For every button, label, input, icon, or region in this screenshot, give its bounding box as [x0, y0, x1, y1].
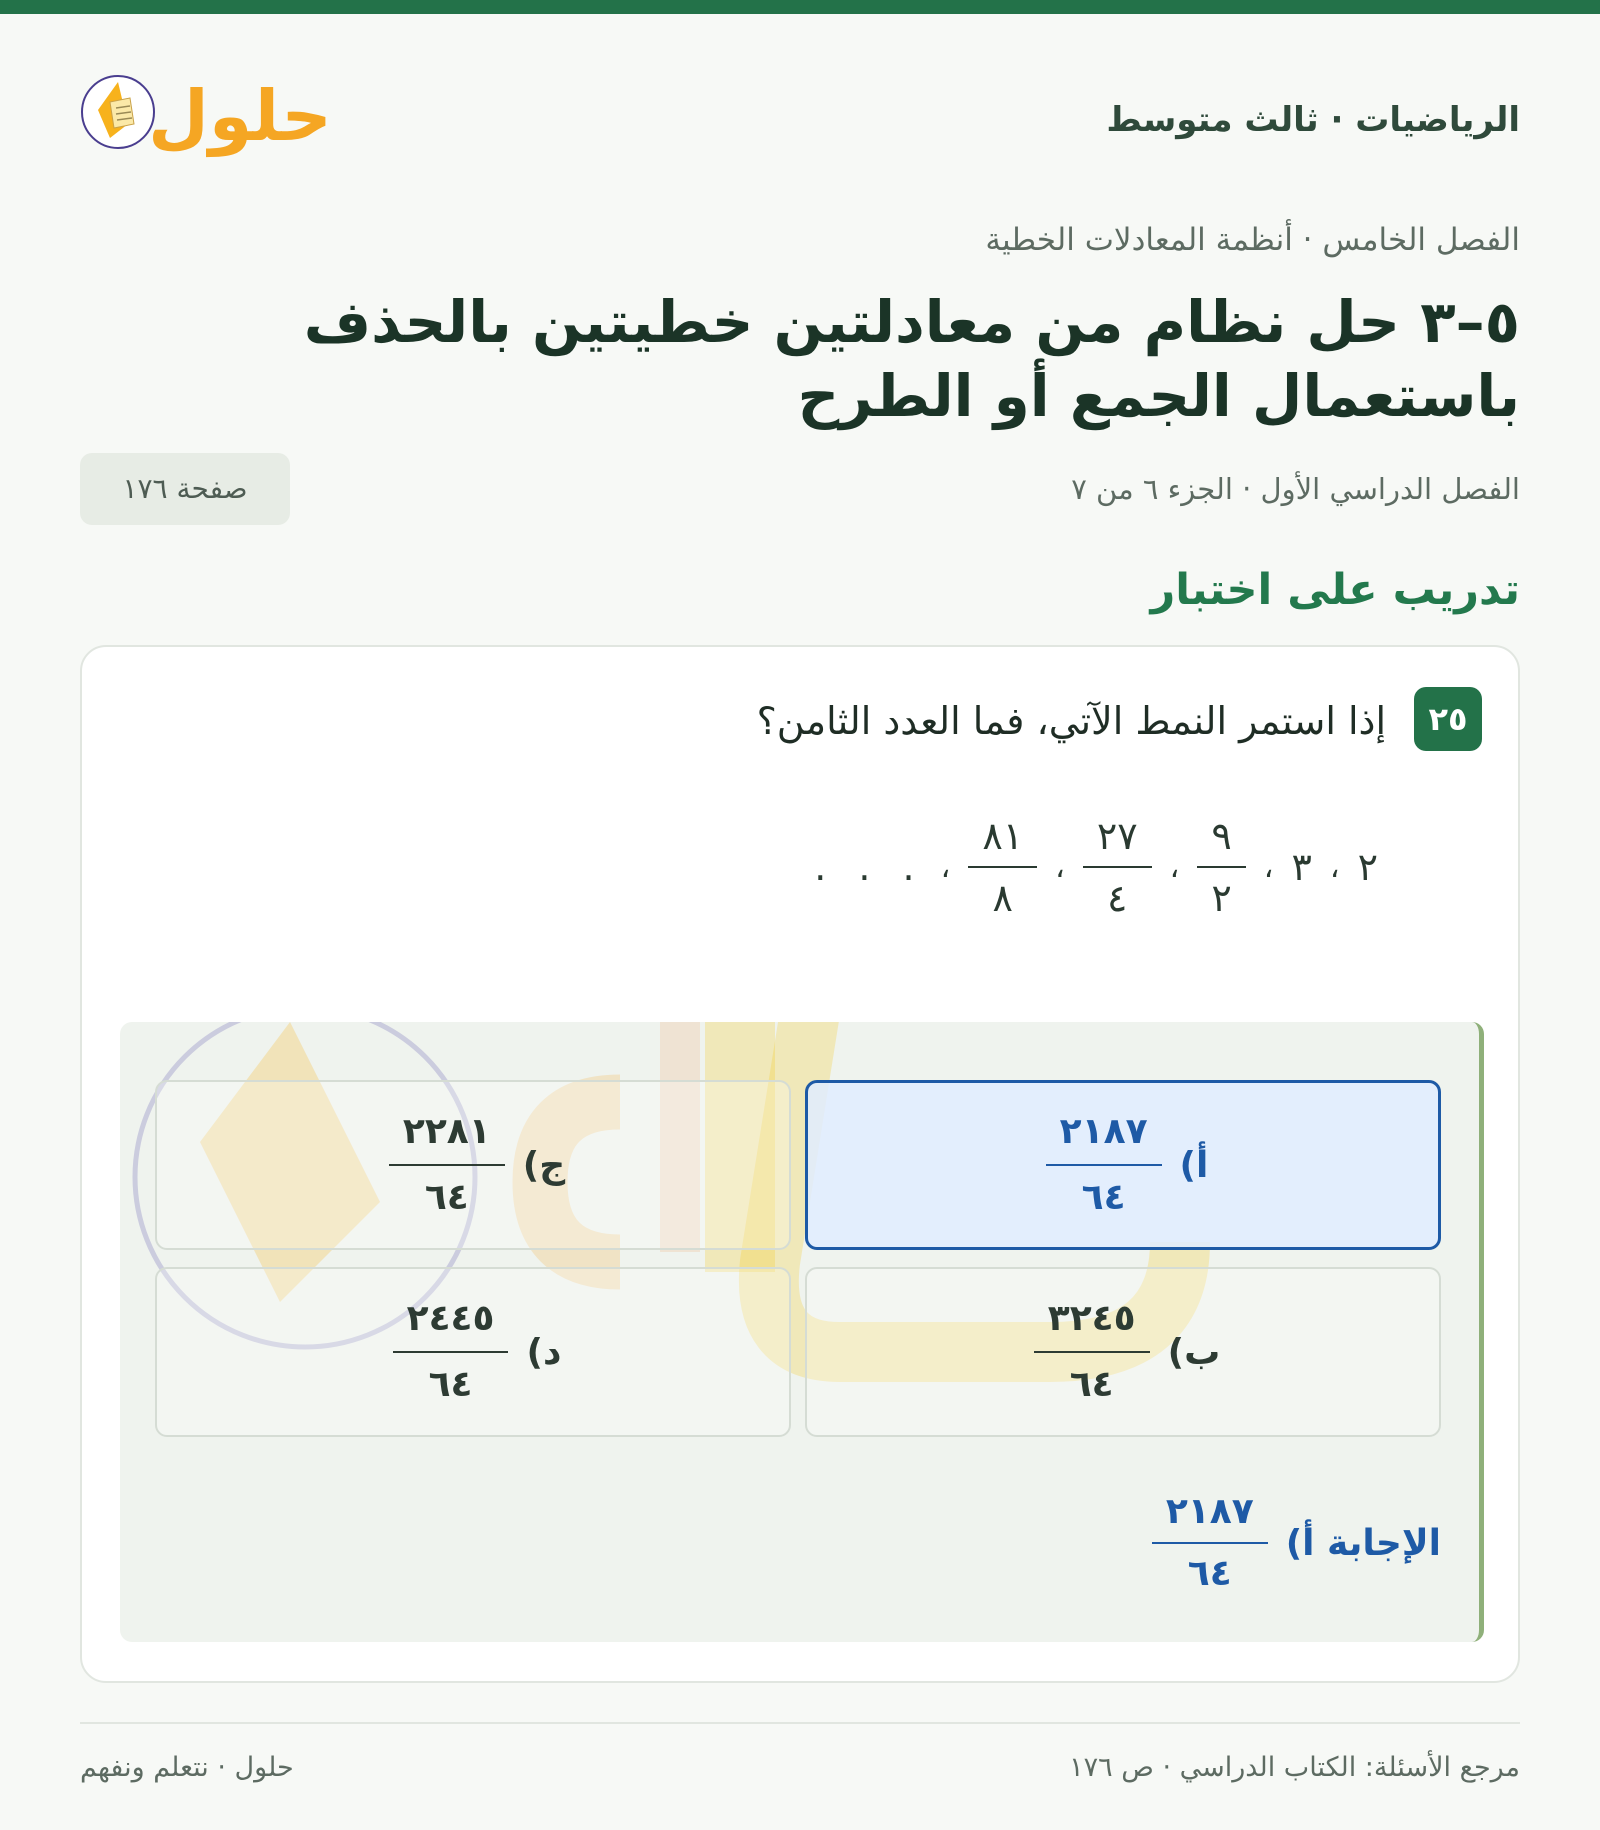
- top-accent-bar: [0, 0, 1600, 14]
- footer-brand[interactable]: حلول · نتعلم ونفهم: [80, 1752, 294, 1783]
- logo-icon: [80, 62, 370, 182]
- header: [80, 62, 1520, 182]
- footer-reference: مرجع الأسئلة: الكتاب الدراسي · ص ١٧٦: [1069, 1752, 1520, 1783]
- fraction-numerator: ٢٢٨١: [402, 1111, 491, 1152]
- lesson-title: ٥–٣ حل نظام من معادلتين خطيتين بالحذف باستعمال الجمع أو الطرح: [303, 288, 1520, 430]
- option-letter: أ): [1179, 1144, 1209, 1186]
- option-fraction: [389, 1100, 505, 1230]
- option-fraction: [1034, 1287, 1150, 1417]
- fraction-numerator: ٣٢٤٥: [1047, 1298, 1136, 1339]
- fraction-numerator: ٢٤٤٥: [406, 1298, 495, 1339]
- option-letter: ب): [1167, 1331, 1221, 1373]
- sequence-separator: ،: [1263, 849, 1274, 885]
- option-c-button[interactable]: [155, 1080, 791, 1250]
- fraction-denominator: ٢: [1211, 876, 1232, 920]
- fraction-numerator: ٢١٨٧: [1059, 1111, 1148, 1152]
- fraction-numerator: ٢٧: [1096, 814, 1138, 858]
- sequence-fraction: [1197, 806, 1245, 928]
- fraction-denominator: ٦٤: [1081, 1177, 1126, 1218]
- logo-text: حلول: [148, 75, 332, 157]
- sequence-separator: ،: [1329, 849, 1340, 885]
- subject-label: الرياضيات · ثالث متوسط: [1106, 100, 1520, 140]
- fraction-numerator: ٩: [1211, 814, 1232, 858]
- page-badge: صفحة ١٧٦: [80, 453, 290, 525]
- option-fraction: [393, 1287, 509, 1417]
- option-a-button[interactable]: [805, 1080, 1441, 1250]
- sequence-fraction: [968, 806, 1037, 928]
- sequence-ellipsis: . . .: [814, 845, 925, 889]
- chapter-breadcrumb: الفصل الخامس · أنظمة المعادلات الخطية: [985, 222, 1520, 258]
- final-answer-label: الإجابة أ): [1285, 1522, 1441, 1564]
- answer-choices-panel: [120, 1022, 1484, 1642]
- sequence-term: ٢: [1357, 845, 1378, 889]
- sequence-fraction: [1083, 806, 1152, 928]
- option-d-button[interactable]: [155, 1267, 791, 1437]
- fraction-denominator: ٦٤: [424, 1177, 469, 1218]
- sequence-pattern: [814, 807, 1386, 927]
- question-card: [80, 645, 1520, 1683]
- final-answer: [1144, 1482, 1441, 1604]
- footer-divider: [80, 1722, 1520, 1724]
- fraction-denominator: ٦٤: [1187, 1553, 1232, 1594]
- option-letter: د): [526, 1331, 562, 1373]
- option-fraction: [1046, 1100, 1162, 1230]
- option-letter: ج): [522, 1144, 566, 1186]
- fraction-denominator: ٦٤: [1069, 1364, 1114, 1405]
- fraction-denominator: ٨: [992, 876, 1013, 920]
- fraction-numerator: ٨١: [982, 814, 1024, 858]
- question-text: إذا استمر النمط الآتي، فما العدد الثامن؟: [756, 699, 1386, 743]
- sequence-separator: ،: [1055, 849, 1065, 885]
- sequence-term: ٣: [1291, 845, 1312, 889]
- question-number-badge: ٢٥: [1414, 687, 1482, 751]
- lesson-meta: الفصل الدراسي الأول · الجزء ٦ من ٧: [1071, 472, 1520, 506]
- fraction-numerator: ٢١٨٧: [1165, 1491, 1254, 1532]
- sequence-separator: ،: [940, 849, 951, 885]
- sequence-separator: ،: [1169, 849, 1180, 885]
- brand-logo[interactable]: [80, 62, 370, 182]
- section-title: تدريب على اختبار: [1150, 565, 1520, 615]
- final-answer-fraction: [1152, 1482, 1268, 1604]
- option-b-button[interactable]: [805, 1267, 1441, 1437]
- fraction-denominator: ٦٤: [428, 1364, 473, 1405]
- fraction-denominator: ٤: [1107, 876, 1128, 920]
